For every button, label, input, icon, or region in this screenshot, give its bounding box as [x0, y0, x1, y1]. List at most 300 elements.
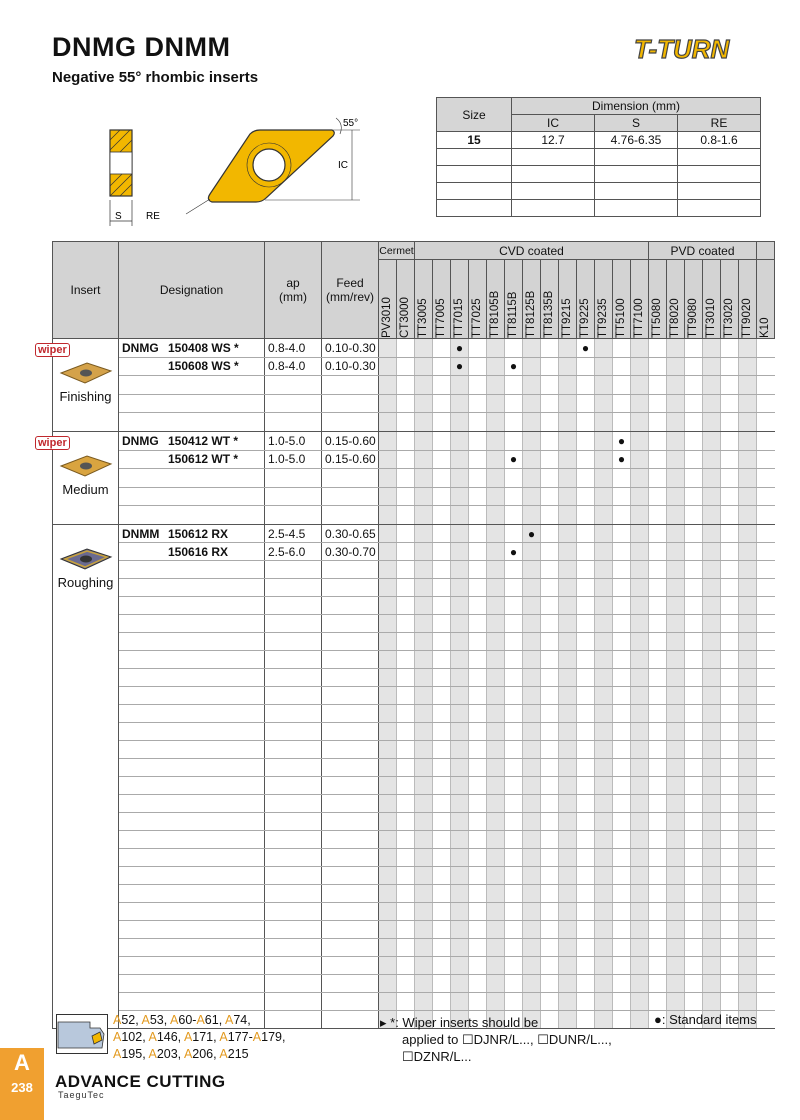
grade-cell	[541, 885, 559, 903]
grade-cell	[649, 993, 667, 1011]
grade-cell	[721, 975, 739, 993]
grade-cell	[559, 339, 577, 358]
grade-cell	[451, 741, 469, 759]
grade-cell	[739, 543, 757, 561]
grade-cell	[433, 597, 451, 615]
grade-cell	[487, 394, 505, 413]
grade-cell	[613, 450, 631, 469]
grade-cell	[523, 633, 541, 651]
grade-cell	[415, 849, 433, 867]
grade-cell	[577, 669, 595, 687]
grade-cell	[451, 450, 469, 469]
grade-cell	[415, 777, 433, 795]
grade-cell	[631, 903, 649, 921]
grade-cell	[505, 506, 523, 525]
grade-cell	[757, 525, 775, 543]
grade-cell	[451, 723, 469, 741]
grade-cell	[667, 939, 685, 957]
grade-cell	[577, 939, 595, 957]
grade-cell	[397, 975, 415, 993]
grade-cell	[379, 849, 397, 867]
grade-header: TT8135B	[541, 260, 559, 339]
grade-cell	[685, 376, 703, 395]
grade-cell	[739, 993, 757, 1011]
grade-cell	[721, 867, 739, 885]
grade-cell	[415, 831, 433, 849]
grade-cell	[667, 487, 685, 506]
cermet-header: Cermet	[379, 242, 415, 260]
grade-cell	[433, 741, 451, 759]
grade-cell	[541, 993, 559, 1011]
grade-cell	[541, 432, 559, 451]
grade-cell	[451, 795, 469, 813]
grade-cell	[649, 450, 667, 469]
grade-cell	[577, 723, 595, 741]
ic-header: IC	[512, 115, 595, 132]
grade-cell	[631, 831, 649, 849]
grade-cell	[469, 394, 487, 413]
grade-cell	[469, 957, 487, 975]
grade-cell	[433, 615, 451, 633]
grade-cell	[523, 469, 541, 488]
grade-cell	[703, 849, 721, 867]
grade-cell	[397, 777, 415, 795]
grade-cell	[469, 615, 487, 633]
grade-cell	[613, 615, 631, 633]
grade-cell	[631, 993, 649, 1011]
grade-cell	[433, 777, 451, 795]
grade-cell	[523, 376, 541, 395]
grade-cell	[667, 975, 685, 993]
grade-cell	[487, 795, 505, 813]
grade-cell	[379, 831, 397, 849]
grade-cell	[451, 357, 469, 376]
grade-cell	[649, 741, 667, 759]
grade-cell	[505, 921, 523, 939]
grade-cell	[469, 543, 487, 561]
grade-cell	[559, 813, 577, 831]
grade-cell	[433, 813, 451, 831]
standard-dot: ●	[509, 359, 518, 374]
dimension-table	[436, 97, 761, 217]
grade-cell	[739, 741, 757, 759]
grade-cell	[703, 921, 721, 939]
grade-cell	[505, 597, 523, 615]
grade-cell	[487, 450, 505, 469]
grade-cell	[523, 579, 541, 597]
grade-cell	[469, 469, 487, 488]
grade-cell	[667, 957, 685, 975]
grade-cell	[433, 993, 451, 1011]
grade-cell	[739, 633, 757, 651]
grade-cell	[451, 687, 469, 705]
grade-cell	[649, 957, 667, 975]
grade-cell	[631, 525, 649, 543]
grade-cell	[739, 615, 757, 633]
grade-cell	[433, 543, 451, 561]
standard-dot: ●	[581, 340, 590, 355]
grade-cell	[739, 957, 757, 975]
grade-cell	[415, 469, 433, 488]
grade-cell	[721, 777, 739, 795]
grade-cell	[631, 450, 649, 469]
grade-cell	[559, 394, 577, 413]
grade-cell	[487, 651, 505, 669]
grade-cell	[451, 394, 469, 413]
grade-cell	[667, 741, 685, 759]
grade-cell	[451, 506, 469, 525]
grade-cell	[523, 669, 541, 687]
grade-cell	[415, 921, 433, 939]
grade-cell	[667, 394, 685, 413]
grade-header: PV3010	[379, 260, 397, 339]
grade-cell	[613, 651, 631, 669]
grade-header: TT9080	[685, 260, 703, 339]
grade-cell	[667, 777, 685, 795]
grade-cell	[505, 487, 523, 506]
grade-cell	[523, 543, 541, 561]
grade-cell	[613, 903, 631, 921]
grade-cell	[541, 813, 559, 831]
grade-cell	[397, 561, 415, 579]
grade-cell	[505, 795, 523, 813]
grade-cell	[703, 413, 721, 432]
grade-cell	[379, 741, 397, 759]
grade-cell	[739, 795, 757, 813]
grade-cell	[451, 957, 469, 975]
grade-cell	[595, 723, 613, 741]
grade-cell	[523, 357, 541, 376]
grade-header: TT7015	[451, 260, 469, 339]
grade-cell	[505, 615, 523, 633]
grade-cell	[631, 795, 649, 813]
grade-cell	[685, 339, 703, 358]
grade-cell	[379, 506, 397, 525]
grade-cell	[397, 543, 415, 561]
grade-cell	[631, 939, 649, 957]
grade-cell	[703, 687, 721, 705]
feed-cell: 0.10-0.30	[322, 339, 379, 358]
grade-cell	[397, 506, 415, 525]
re-value: 0.8-1.6	[678, 132, 761, 149]
grade-cell	[433, 579, 451, 597]
grade-cell	[703, 759, 721, 777]
grade-cell	[631, 885, 649, 903]
grade-cell	[505, 339, 523, 358]
grade-cell	[505, 813, 523, 831]
grade-cell	[595, 903, 613, 921]
grade-cell	[487, 597, 505, 615]
grade-cell	[379, 357, 397, 376]
grade-cell	[739, 432, 757, 451]
grade-cell	[631, 543, 649, 561]
grade-cell	[559, 469, 577, 488]
grade-cell	[703, 795, 721, 813]
refs-line-3: A195, A203, A206, A215	[113, 1047, 249, 1061]
grade-header: TT9235	[595, 260, 613, 339]
grade-cell	[523, 795, 541, 813]
grade-cell	[739, 705, 757, 723]
grade-cell	[379, 795, 397, 813]
grade-cell	[451, 885, 469, 903]
grade-cell	[469, 939, 487, 957]
grade-cell	[505, 579, 523, 597]
grade-cell	[469, 339, 487, 358]
grade-cell	[595, 506, 613, 525]
grade-cell	[415, 957, 433, 975]
roughing-insert-image	[57, 545, 115, 571]
grade-cell	[523, 561, 541, 579]
grade-cell	[541, 450, 559, 469]
grade-cell	[757, 339, 775, 358]
grade-cell	[379, 579, 397, 597]
grade-cell	[757, 939, 775, 957]
grade-cell	[505, 705, 523, 723]
grade-cell	[469, 903, 487, 921]
grade-cell	[433, 831, 451, 849]
grade-cell	[595, 957, 613, 975]
grade-cell	[703, 450, 721, 469]
grade-cell	[577, 561, 595, 579]
grade-cell	[415, 543, 433, 561]
grade-cell	[379, 921, 397, 939]
grade-cell	[757, 615, 775, 633]
grade-cell	[541, 795, 559, 813]
grade-cell	[703, 579, 721, 597]
grade-cell	[487, 357, 505, 376]
grade-cell	[667, 759, 685, 777]
grade-cell	[379, 723, 397, 741]
grade-cell	[667, 993, 685, 1011]
grade-cell	[505, 687, 523, 705]
grade-cell	[451, 705, 469, 723]
grade-cell	[613, 1011, 631, 1029]
grade-cell	[613, 921, 631, 939]
grade-cell	[469, 795, 487, 813]
grade-cell	[577, 432, 595, 451]
grade-cell	[505, 357, 523, 376]
grade-cell	[703, 939, 721, 957]
grade-cell	[595, 394, 613, 413]
grade-cell	[739, 394, 757, 413]
grade-cell	[595, 376, 613, 395]
grade-cell	[721, 506, 739, 525]
grade-cell	[667, 705, 685, 723]
grade-cell	[433, 357, 451, 376]
grade-cell	[703, 669, 721, 687]
grade-cell	[721, 413, 739, 432]
grade-cell	[415, 759, 433, 777]
grade-cell	[397, 723, 415, 741]
standard-dot: ●	[617, 452, 626, 467]
grade-cell	[559, 615, 577, 633]
grade-cell	[685, 615, 703, 633]
grade-cell	[559, 741, 577, 759]
grade-cell	[631, 487, 649, 506]
grade-cell	[505, 777, 523, 795]
grade-cell	[559, 450, 577, 469]
grade-cell	[433, 506, 451, 525]
grade-cell	[577, 903, 595, 921]
grade-cell	[757, 903, 775, 921]
grade-cell	[451, 939, 469, 957]
grade-cell	[631, 633, 649, 651]
grade-cell	[613, 597, 631, 615]
grade-cell	[703, 885, 721, 903]
grade-cell	[487, 705, 505, 723]
grade-cell	[757, 651, 775, 669]
grade-cell	[613, 777, 631, 795]
grade-cell	[523, 339, 541, 358]
grade-cell	[451, 469, 469, 488]
grade-cell	[559, 687, 577, 705]
grade-cell	[631, 357, 649, 376]
grade-cell	[721, 357, 739, 376]
grade-cell	[523, 939, 541, 957]
grade-cell	[505, 975, 523, 993]
grade-cell	[631, 597, 649, 615]
grade-cell	[415, 579, 433, 597]
grade-cell	[613, 759, 631, 777]
grade-cell	[559, 705, 577, 723]
grade-cell	[379, 993, 397, 1011]
grade-cell	[523, 777, 541, 795]
grade-cell	[685, 741, 703, 759]
grade-cell	[433, 651, 451, 669]
grade-cell	[523, 432, 541, 451]
grade-cell	[631, 506, 649, 525]
grade-cell	[685, 579, 703, 597]
insert-type-label: Finishing	[59, 389, 112, 404]
grade-cell	[613, 867, 631, 885]
grade-cell	[613, 376, 631, 395]
grade-cell	[397, 795, 415, 813]
grade-cell	[739, 903, 757, 921]
grade-cell	[595, 867, 613, 885]
grade-cell	[379, 394, 397, 413]
grade-cell	[523, 759, 541, 777]
grade-cell	[397, 357, 415, 376]
grade-cell	[649, 831, 667, 849]
grade-cell	[451, 339, 469, 358]
grade-cell	[523, 597, 541, 615]
grade-cell	[397, 633, 415, 651]
grade-cell	[451, 813, 469, 831]
grade-cell	[397, 759, 415, 777]
grade-cell	[685, 885, 703, 903]
grade-cell	[757, 450, 775, 469]
grade-cell	[397, 903, 415, 921]
grade-cell	[487, 957, 505, 975]
grade-cell	[469, 813, 487, 831]
grade-cell	[397, 705, 415, 723]
grade-cell	[397, 813, 415, 831]
grade-cell	[541, 975, 559, 993]
grade-cell	[487, 759, 505, 777]
grade-header: TT7025	[469, 260, 487, 339]
grade-cell	[703, 376, 721, 395]
grade-cell	[541, 759, 559, 777]
grade-cell	[379, 469, 397, 488]
note-marker: ▸ *	[380, 1015, 396, 1030]
grade-cell	[703, 723, 721, 741]
designation-cell: DNMM 150612 RX	[119, 525, 265, 543]
grade-cell	[739, 651, 757, 669]
grade-cell	[379, 339, 397, 358]
grade-cell	[415, 669, 433, 687]
designation-cell: DNMG 150408 WS *	[119, 339, 265, 358]
grade-cell	[703, 957, 721, 975]
feed-cell: 0.10-0.30	[322, 357, 379, 376]
grade-cell	[721, 543, 739, 561]
grade-cell	[379, 543, 397, 561]
grade-header: K10	[757, 260, 775, 339]
grade-cell	[559, 759, 577, 777]
grade-cell	[397, 687, 415, 705]
grade-cell	[703, 993, 721, 1011]
grade-cell	[415, 741, 433, 759]
grade-cell	[577, 597, 595, 615]
grade-cell	[433, 795, 451, 813]
grade-cell	[577, 543, 595, 561]
grade-cell	[757, 506, 775, 525]
wiper-badge: wiper	[35, 436, 70, 450]
grade-cell	[451, 921, 469, 939]
grade-cell	[433, 705, 451, 723]
grade-cell	[721, 993, 739, 1011]
grade-cell	[721, 687, 739, 705]
grade-cell	[685, 777, 703, 795]
grade-cell	[559, 506, 577, 525]
grade-cell	[469, 432, 487, 451]
grade-cell	[487, 561, 505, 579]
page-number: 238	[11, 1080, 33, 1095]
grade-header: TT8105B	[487, 260, 505, 339]
grade-header: TT5100	[613, 260, 631, 339]
grade-cell	[721, 432, 739, 451]
grade-cell	[649, 705, 667, 723]
grade-cell	[577, 741, 595, 759]
grade-cell	[649, 506, 667, 525]
grade-cell	[379, 687, 397, 705]
standard-dot: ●	[617, 433, 626, 448]
grade-cell	[505, 633, 523, 651]
grade-cell	[487, 339, 505, 358]
grade-cell	[433, 723, 451, 741]
grade-cell	[523, 741, 541, 759]
grade-cell	[667, 921, 685, 939]
grade-cell	[469, 885, 487, 903]
feed-header: Feed (mm/rev)	[322, 242, 379, 339]
grade-cell	[577, 993, 595, 1011]
grade-cell	[577, 487, 595, 506]
grade-cell	[523, 813, 541, 831]
insert-header: Insert	[53, 242, 119, 339]
grade-cell	[685, 432, 703, 451]
grade-cell	[379, 432, 397, 451]
grade-cell	[613, 687, 631, 705]
grade-cell	[595, 831, 613, 849]
grade-cell	[649, 903, 667, 921]
grade-cell	[739, 687, 757, 705]
grade-cell	[757, 777, 775, 795]
grade-cell	[433, 394, 451, 413]
grade-cell	[469, 849, 487, 867]
grade-cell	[523, 849, 541, 867]
grade-cell	[757, 597, 775, 615]
grade-cell	[505, 469, 523, 488]
page-title: DNMG DNMM	[52, 32, 231, 62]
